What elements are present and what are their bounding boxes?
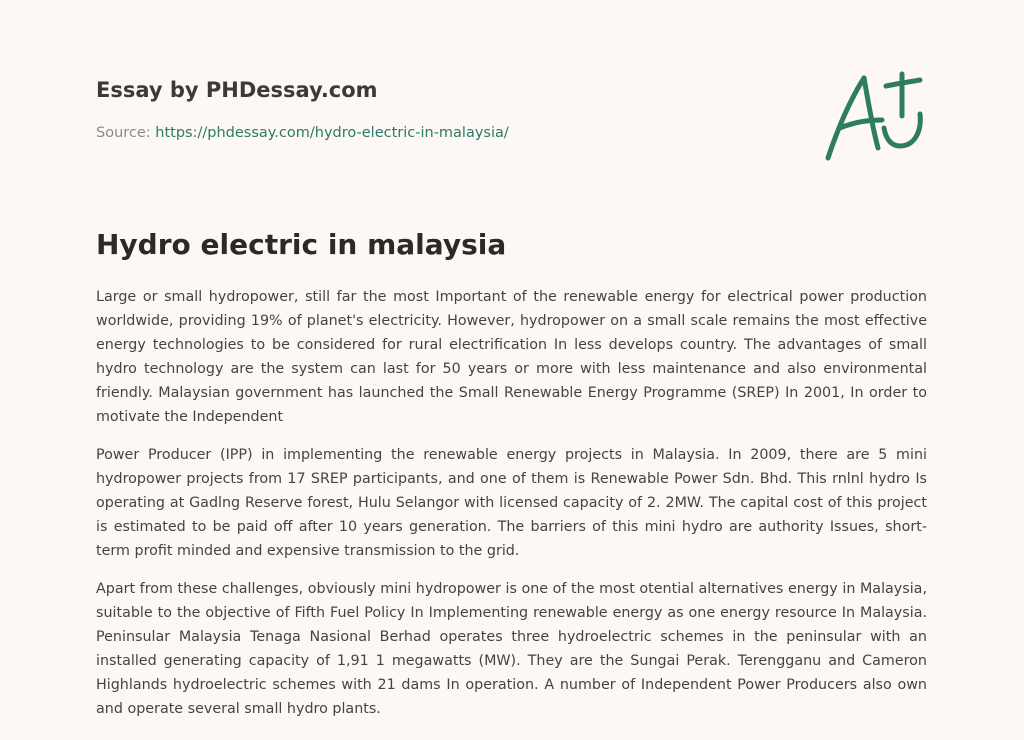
source-label: Source: bbox=[96, 125, 156, 141]
page-header bbox=[96, 76, 796, 143]
essay-paragraph: Apart from these challenges, obviously mini hydropower is one of the most otential alternatives energy in Malaysia, suitable to the objective of Fifth Fuel Policy In Implementing renewable energy as one energy resource In Malaysia. Peninsular Malaysia Tenaga Nasional Berhad operates three hydroelectric schemes in the peninsular with an installed generating capacity of 1,91 1 megawatts (MW). They are the Sungai Perak. Terengganu and Cameron Highlands hydroelectric schemes with 21 dams In operation. A number of Independent Power Producers also own and operate several small hydro plants. bbox=[96, 581, 927, 717]
source-line bbox=[96, 123, 796, 143]
source-link[interactable]: https://phdessay.com/hydro-electric-in-malaysia/ bbox=[155, 125, 509, 141]
essay-body bbox=[96, 285, 927, 735]
essay-paragraph: Power Producer (IPP) in implementing the renewable energy projects in Malaysia. In 2009, there are 5 mini hydropower projects from 17 SREP participants, and one of them is Renewable Power Sdn. Bhd. This rnlnl hydro Is operating at Gadlng Reserve forest, Hulu Selangor with licensed capacity of 2. 2MW. The capital cost of this project is estimated to be paid off after 10 years generation. The barriers of this mini hydro are authority Issues, short-term profit minded and expensive transmission to the grid. bbox=[96, 447, 927, 559]
a-plus-logo-icon bbox=[822, 66, 932, 166]
essay-paragraph: Large or small hydropower, still far the most Important of the renewable energy for electrical power production worldwide, providing 19% of planet's electricity. However, hydropower on a small scale remains the most effective energy technologies to be considered for rural electrification In less develops country. The advantages of small hydro technology are the system can last for 50 years or more with less maintenance and also environmental friendly. Malaysian government has launched the Small Renewable Energy Programme (SREP) In 2001, In order to motivate the Independent bbox=[96, 289, 927, 425]
essay-title: Hydro electric in malaysia bbox=[96, 228, 507, 261]
site-title: Essay by PHDessay.com bbox=[96, 78, 378, 102]
